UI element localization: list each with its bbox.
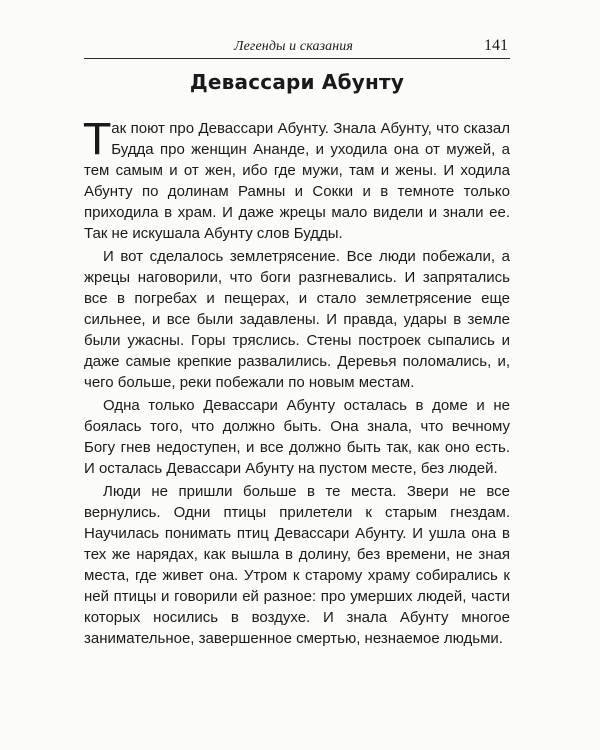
running-header [84,36,510,59]
running-title: Легенды и сказания [234,39,354,54]
drop-cap: Т [84,115,111,165]
paragraph-2: И вот сделалось землетрясение. Все люди побежали, а жрецы наговорили, что боги разгневались. И запрятались все в погребах и пещерах, и стало землетрясение еще сильнее, и все были задавлены. И правда, удары в земле были ужасны. Горы тряслись. Стены построек сыпались и даже самые крепкие развалились. Деревья поломались, и, чего больше, реки побежали по новым местам. [84,248,510,391]
chapter-title: Девассари Абунту [189,70,405,94]
paragraph-3: Одна только Девассари Абунту осталась в доме и не боялась того, что должно быть. Она знала, что вечному Богу гнев недоступен, и все должно быть так, как оно есть. И осталась Девассари Абунту на пустом месте, без людей. [84,397,510,477]
chapter-body [84,115,510,651]
paragraph-1 [84,115,510,244]
paragraph-1-text: ак поют про Девассари Абунту. Знала Абунту, что сказал Будда про женщин Ананде, и уходила она от мужей, а тем самым и от жен, ибо где мужи, там и жены. И ходила Абунту по долинам Рамны и Сокки и в темноте только приходила в храм. И даже жрецы мало видели и знали ее. Так не искушала Абунту слов Будды. [84,120,510,242]
page-number: 141 [484,37,508,54]
paragraph-4: Люди не пришли больше в те места. Звери не все вернулись. Одни птицы прилетели к старым гнездам. Научилась понимать птиц Девассари Абунту. И ушла она в тех же нарядах, как вышла в долину, без времени, не зная места, где живет она. Утром к старому храму собирались к ней птицы и говорили ей разное: про умерших людей, части которых носились в воздухе. И знала Абунту многое занимательное, завершенное смертью, незнаемое людьми. [84,483,510,647]
